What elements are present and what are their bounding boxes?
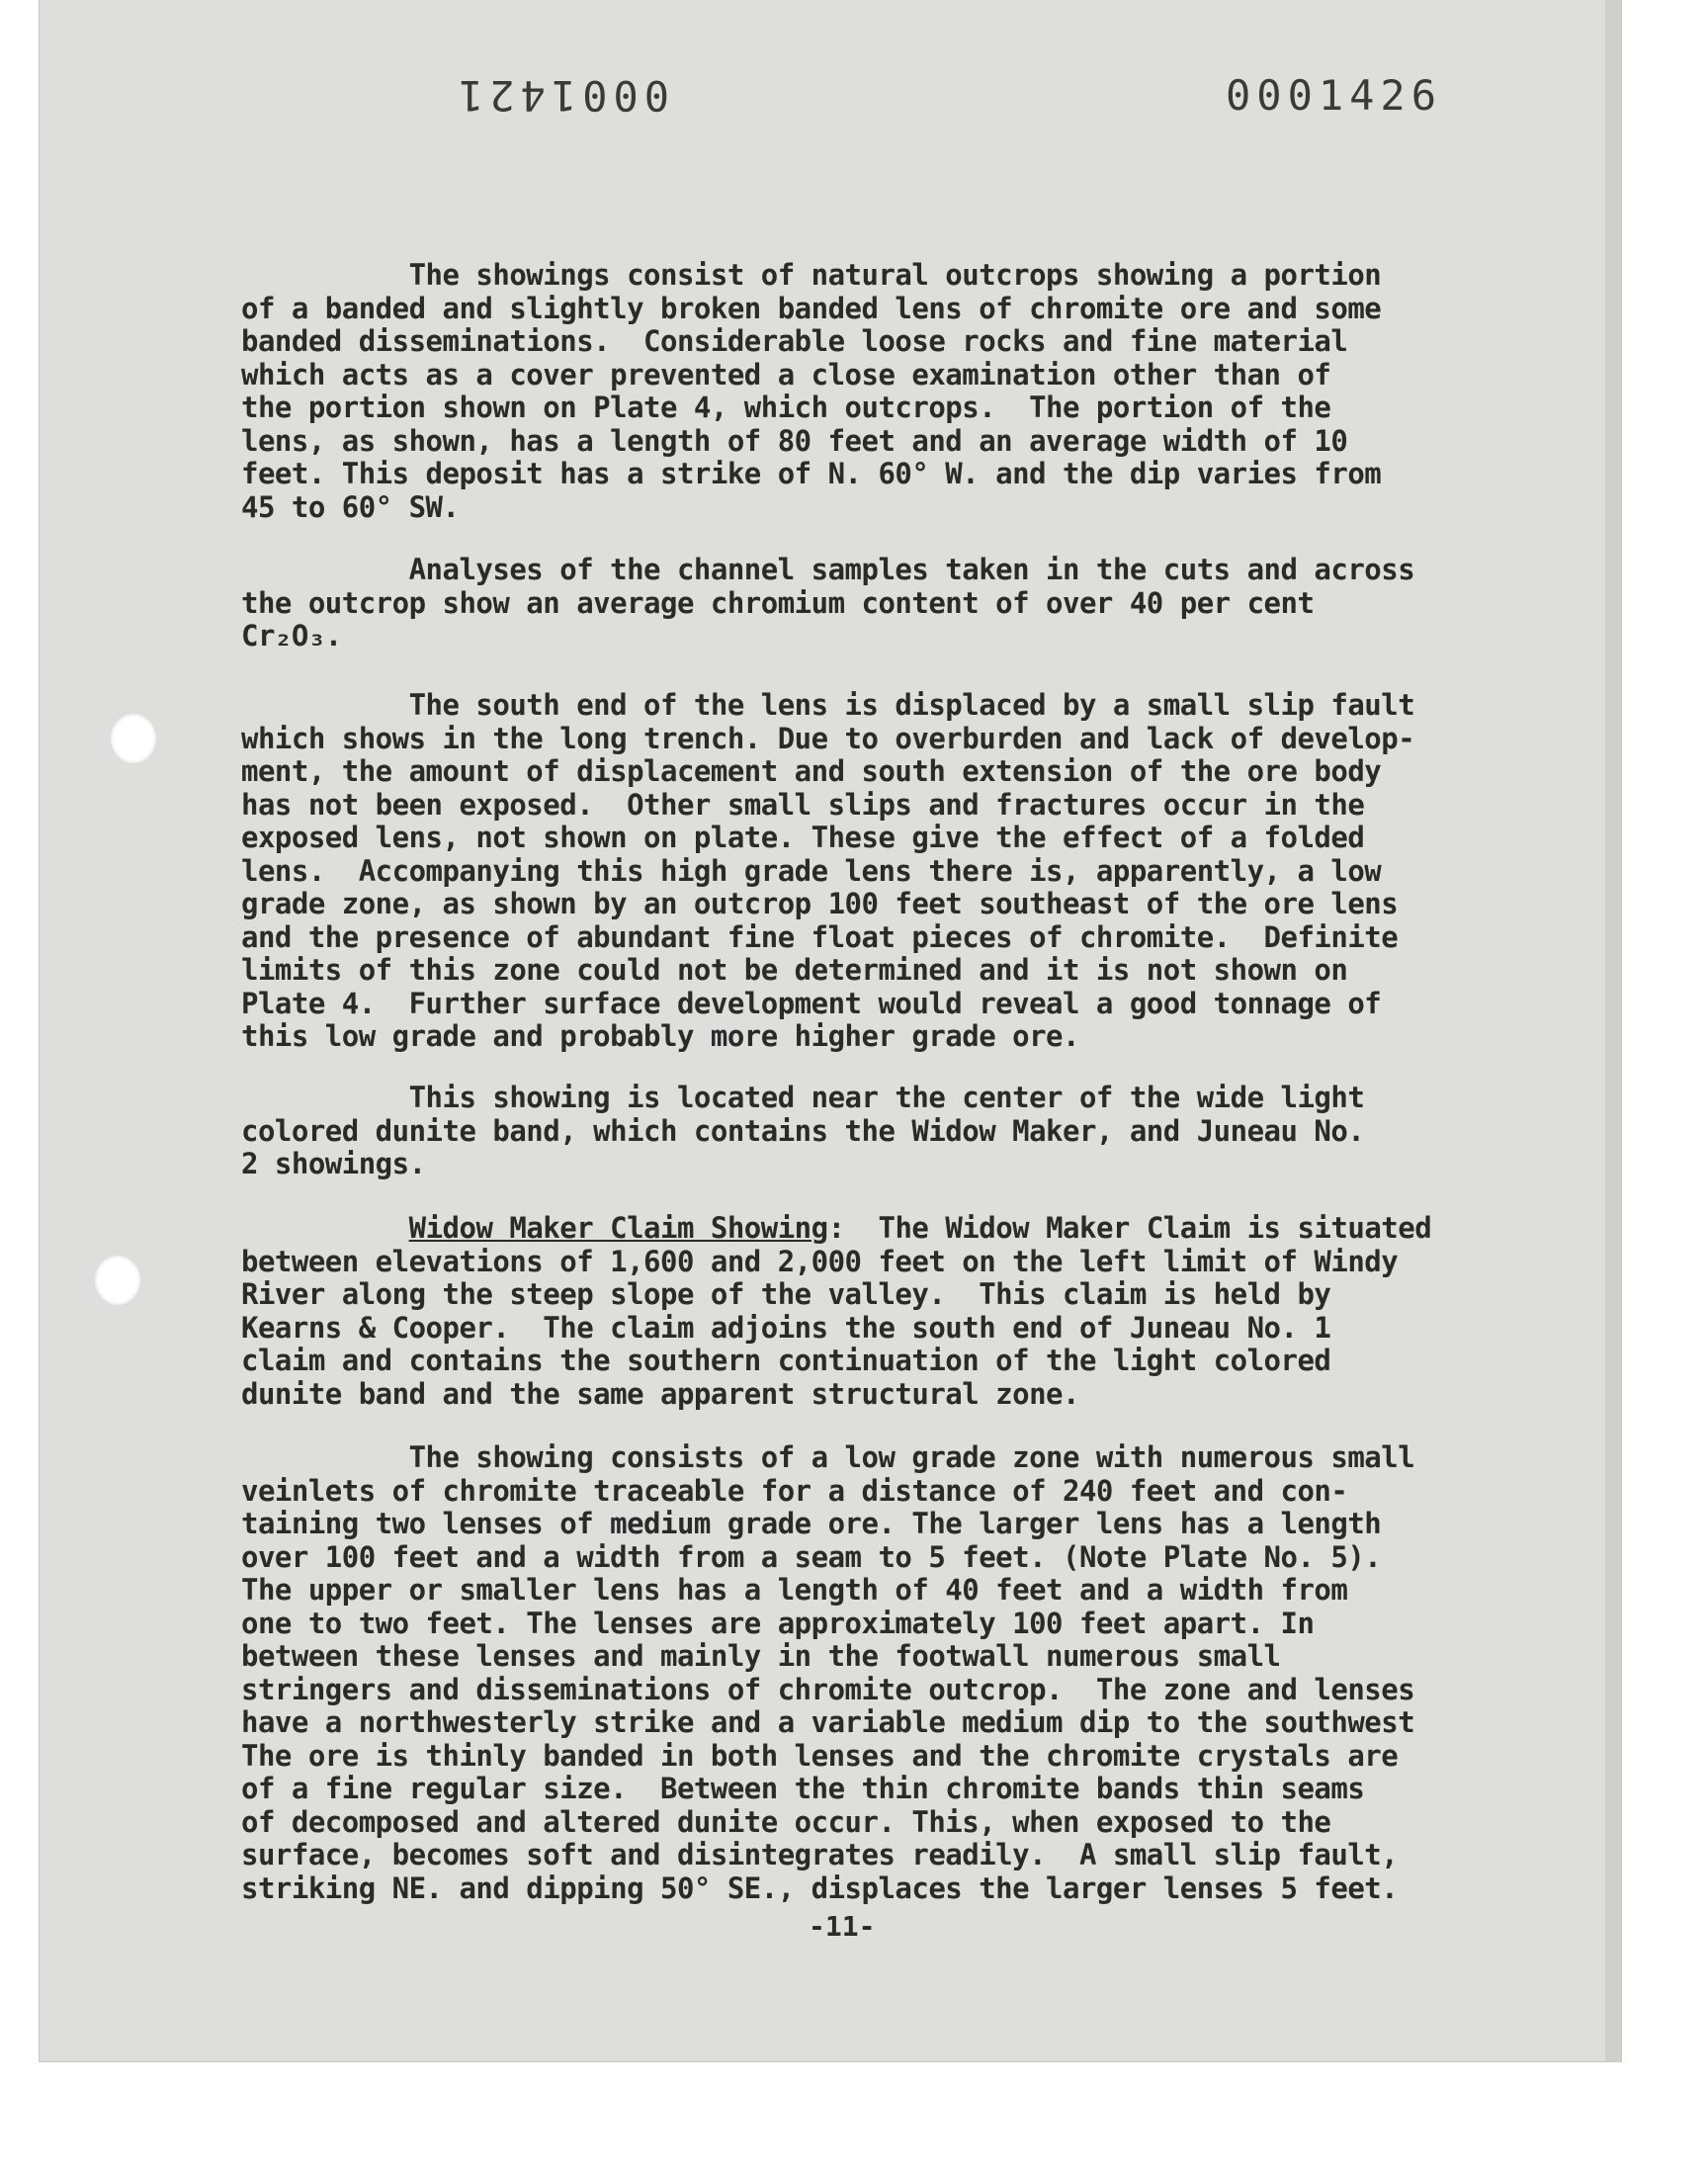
page-edge (1605, 0, 1621, 2061)
document-number-stamp-left: 0001421 (453, 71, 670, 120)
punch-hole-bottom (95, 1256, 140, 1305)
paragraph-slip-fault: The south end of the lens is displaced by a small slip fault which shows in the long trench. Due to overburden and lack of develop- ment, the amount of displacement and south extension of the ore body has not been exposed. Other small slips and fractures occur in the exposed lens, not shown on plate. These give the effect of a folded lens. Accompanying this high grade lens there is, apparently, a low grade zone, as shown by an outcrop 100 feet southeast of the ore lens and the presence of abundant fine float pieces of chromite. Definite limits of this zone could not be determined and it is not shown on Plate 4. Further surface development would reveal a good tonnage of this low grade and probably more higher grade ore. (241, 688, 1415, 1053)
section-heading-widow-maker: Widow Maker Claim Showing (408, 1211, 828, 1245)
paragraph-showing-location: This showing is located near the center of the wide light colored dunite band, which contains the Widow Maker, and Juneau No. 2 showings. (241, 1081, 1365, 1180)
paragraph-channel-analyses: Analyses of the channel samples taken in the cuts and across the outcrop show an average chromium content of over 40 per cent Cr₂O₃. (241, 553, 1415, 652)
page-number: -11- (809, 1910, 876, 1943)
punch-hole-top (111, 714, 156, 763)
paragraph-widow-maker-claim (241, 1212, 1605, 1411)
paragraph-showings-outcrops: The showings consist of natural outcrops showing a portion of a banded and slightly broken banded lens of chromite ore and some banded disseminations. Considerable loose rocks and fine material which acts as a cover prevented a close examination other than of the portion shown on Plate 4, which outcrops. The portion of the lens, as shown, has a length of 80 feet and an average width of 10 feet. This deposit has a strike of N. 60° W. and the dip varies from 45 to 60° SW. (241, 258, 1382, 524)
paragraph-widow-maker-showing: The showing consists of a low grade zone with numerous small veinlets of chromite traceable for a distance of 240 feet and con- taining two lenses of medium grade ore. The larger lens has a length over 100 feet and a width from a seam to 5 feet. (Note Plate No. 5). The upper or smaller lens has a length of 40 feet and a width from one to two feet. The lenses are approximately 100 feet apart. In between these lenses and mainly in the footwall numerous small stringers and disseminations of chromite outcrop. The zone and lenses have a northwesterly strike and a variable medium dip to the southwest The ore is thinly banded in both lenses and the chromite crystals are of a fine regular size. Between the thin chromite bands thin seams of decomposed and altered dunite occur. This, when exposed to the surface, becomes soft and disintegrates readily. A small slip fault, striking NE. and dipping 50° SE., displaces the larger lenses 5 feet. (241, 1440, 1415, 1905)
paragraph-widow-maker-body: : The Widow Maker Claim is situated between elevations of 1,600 and 2,000 feet on the left limit of Windy River along the steep slope of the valley. This claim is held by Kearns & Cooper. The claim adjoins the south end of Juneau No. 1 claim and contains the southern continuation of the light colored dunite band and the same apparent structural zone. (241, 1211, 1432, 1411)
document-number-stamp-right: 0001426 (1226, 71, 1443, 120)
